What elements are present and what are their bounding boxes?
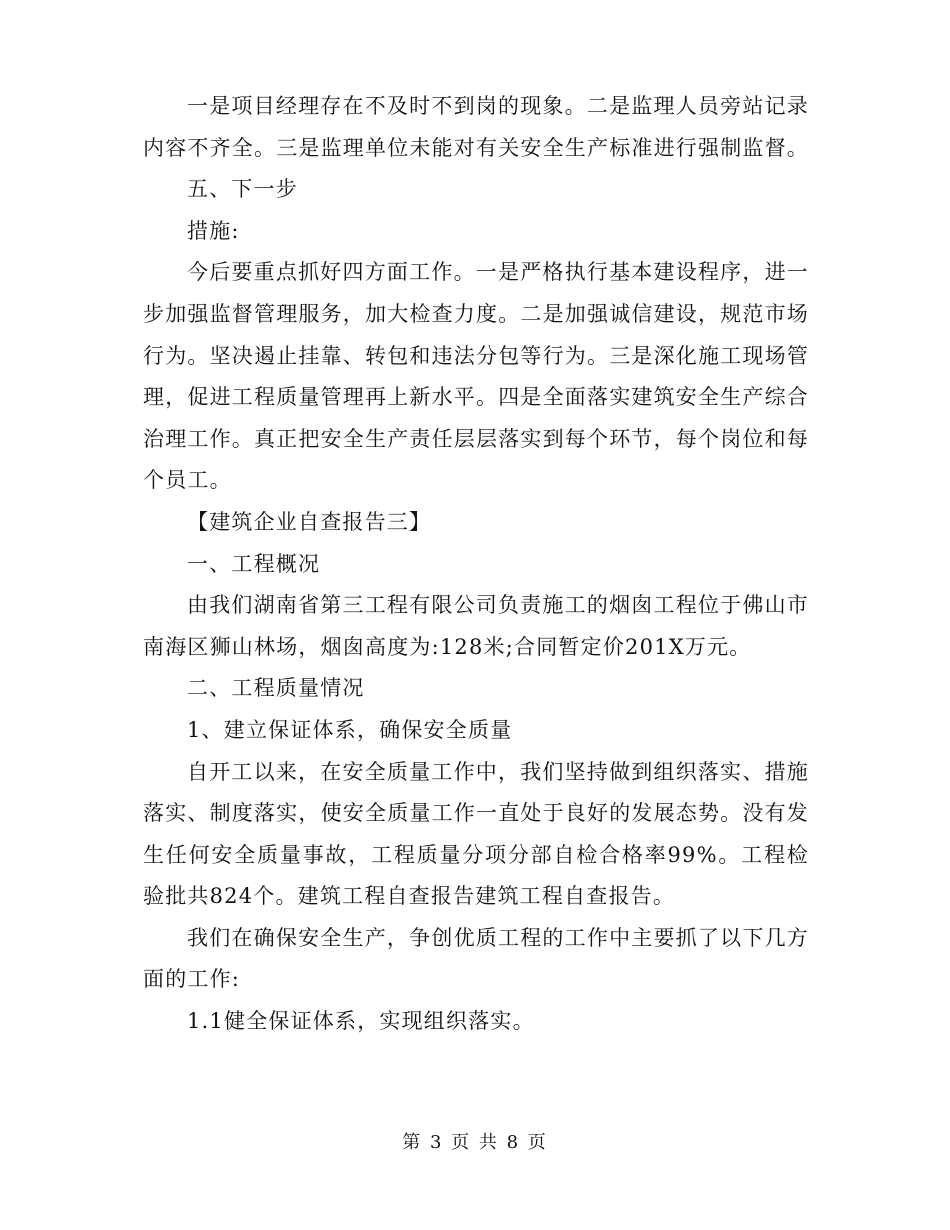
- heading-project-overview: 一、工程概况: [187, 551, 321, 576]
- page-footer: [0, 1128, 950, 1154]
- paragraph-safety-quality: 自开工以来，在安全质量工作中，我们坚持做到组织落实、措施落实、制度落实，使安全质量工作一直处于良好的发展态势。没有发生任何安全质量事故，工程质量分项分部自检合格率99%。工程检验批共824个。建筑工程自查报告建筑工程自查报告。: [143, 759, 809, 909]
- heading-next-steps: 五、下一步: [187, 177, 298, 202]
- paragraph-project-overview: 由我们湖南省第三工程有限公司负责施工的烟囱工程位于佛山市南海区狮山林场，烟囱高度为:128米;合同暂定价201X万元。: [143, 593, 809, 659]
- section-title-report-three: 【建筑企业自查报告三】: [187, 509, 432, 534]
- subheading-assurance-system: 1、建立保证体系，确保安全质量: [187, 717, 513, 742]
- paragraph-future-work: 今后要重点抓好四方面工作。一是严格执行基本建设程序，进一步加强监督管理服务，加大检查力度。二是加强诚信建设，规范市场行为。坚决遏止挂靠、转包和违法分包等行为。三是深化施工现场管理，促进工程质量管理再上新水平。四是全面落实建筑安全生产综合治理工作。真正把安全生产责任层层落实到每个环节，每个岗位和每个员工。: [143, 260, 809, 493]
- paragraph-main-work: 我们在确保安全生产，争创优质工程的工作中主要抓了以下几方面的工作:: [143, 925, 809, 992]
- paragraph-issues: 一是项目经理存在不及时不到岗的现象。二是监理人员旁站记录内容不齐全。三是监理单位未能对有关安全生产标准进行强制监督。: [143, 94, 809, 160]
- heading-quality-status: 二、工程质量情况: [187, 676, 365, 701]
- document-body: [143, 86, 809, 1043]
- subheading-organization: 1.1健全保证体系，实现组织落实。: [187, 1009, 535, 1034]
- heading-measures: 措施:: [187, 218, 240, 243]
- page-number-label: 第 3 页 共 8 页: [402, 1132, 548, 1153]
